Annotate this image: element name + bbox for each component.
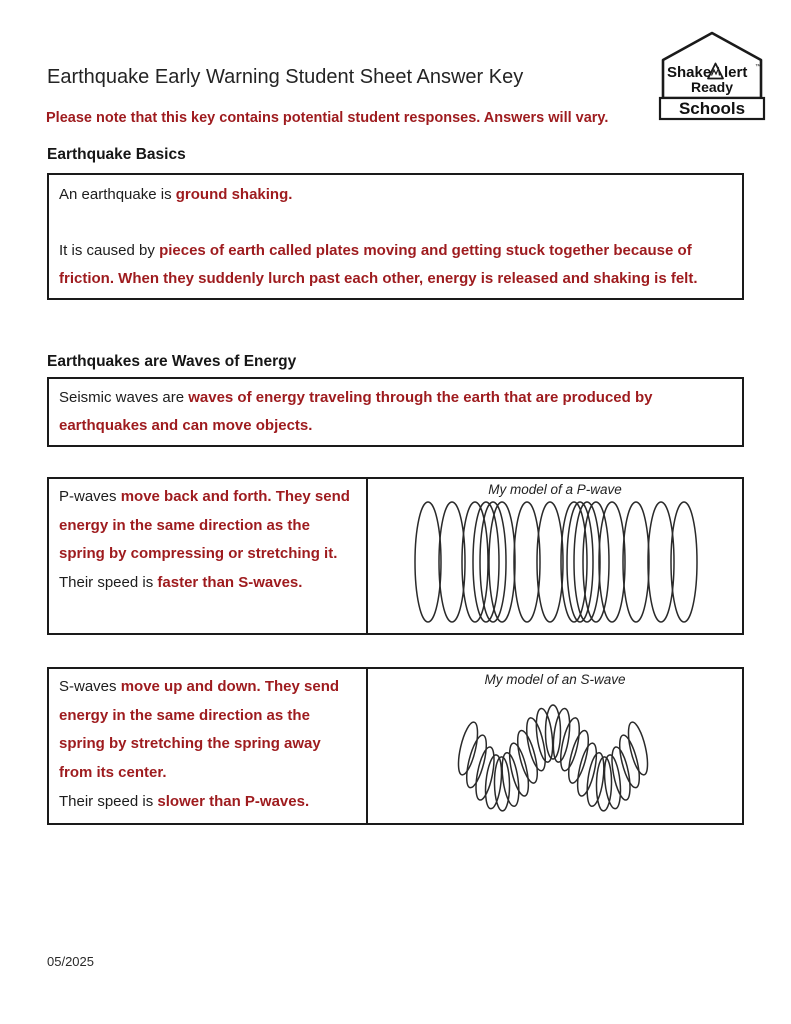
footer-date: 05/2025 (47, 954, 94, 969)
s-wave-answer: move up and down. They send energy in the same direction as the spring by stretching the spring away from its center. (59, 678, 340, 782)
s-wave-caption: My model of an S-wave (484, 672, 626, 687)
answer-key-note: Please note that this key contains potential student responses. Answers will vary. (46, 110, 609, 126)
waves-answer: waves of energy traveling through the earth that are produced by earthquakes and can move objects. (59, 389, 653, 434)
p-wave-description (49, 479, 368, 633)
heading-waves-of-energy: Earthquakes are Waves of Energy (47, 353, 297, 370)
s-wave-figure (368, 669, 742, 823)
waves-lead: Seismic waves are (59, 389, 189, 406)
p-wave-speed-answer: faster than S-waves. (157, 574, 303, 592)
basics-q1-line (59, 181, 732, 209)
shakealert-schools-logo (658, 30, 766, 130)
s-wave-answer-box (47, 667, 744, 825)
s-wave-spring-drawing (368, 689, 742, 819)
logo-text-lert: lert (724, 64, 748, 81)
s-wave-speed-lead: Their speed is (59, 792, 158, 810)
p-wave-spring-drawing (368, 499, 742, 629)
basics-q1-lead: An earthquake is (59, 186, 176, 203)
s-wave-lead: S-waves (59, 678, 121, 695)
basics-q1-answer: ground shaking. (175, 186, 293, 203)
heading-earthquake-basics: Earthquake Basics (47, 146, 186, 163)
s-wave-speed-answer: slower than P-waves. (157, 792, 310, 810)
logo-text-shake: Shake (667, 64, 712, 81)
p-wave-answer: move back and forth. They send energy in the same direction as the spring by compressing or stretching it. (59, 488, 350, 563)
s-wave-description (49, 669, 368, 823)
p-wave-figure (368, 479, 742, 633)
earthquake-basics-answer-box (47, 173, 744, 300)
p-wave-speed-lead: Their speed is (59, 574, 158, 592)
waves-of-energy-answer-box (47, 377, 744, 447)
basics-q2-line (59, 237, 732, 293)
p-wave-caption: My model of a P-wave (488, 482, 622, 497)
p-wave-answer-box (47, 477, 744, 635)
logo-text-schools: Schools (678, 99, 746, 118)
logo-trademark: ™ (755, 64, 761, 70)
p-wave-lead: P-waves (59, 488, 121, 505)
page-title: Earthquake Early Warning Student Sheet Answer Key (47, 66, 524, 88)
basics-q2-answer: pieces of earth called plates moving and getting stuck together because of friction. When they suddenly lurch past each other, energy is released and shaking is felt. (59, 242, 698, 287)
waves-line (59, 384, 732, 440)
logo-text-ready: Ready (690, 79, 734, 95)
basics-q2-lead: It is caused by (59, 242, 160, 259)
logo-house-graphic (658, 30, 766, 125)
